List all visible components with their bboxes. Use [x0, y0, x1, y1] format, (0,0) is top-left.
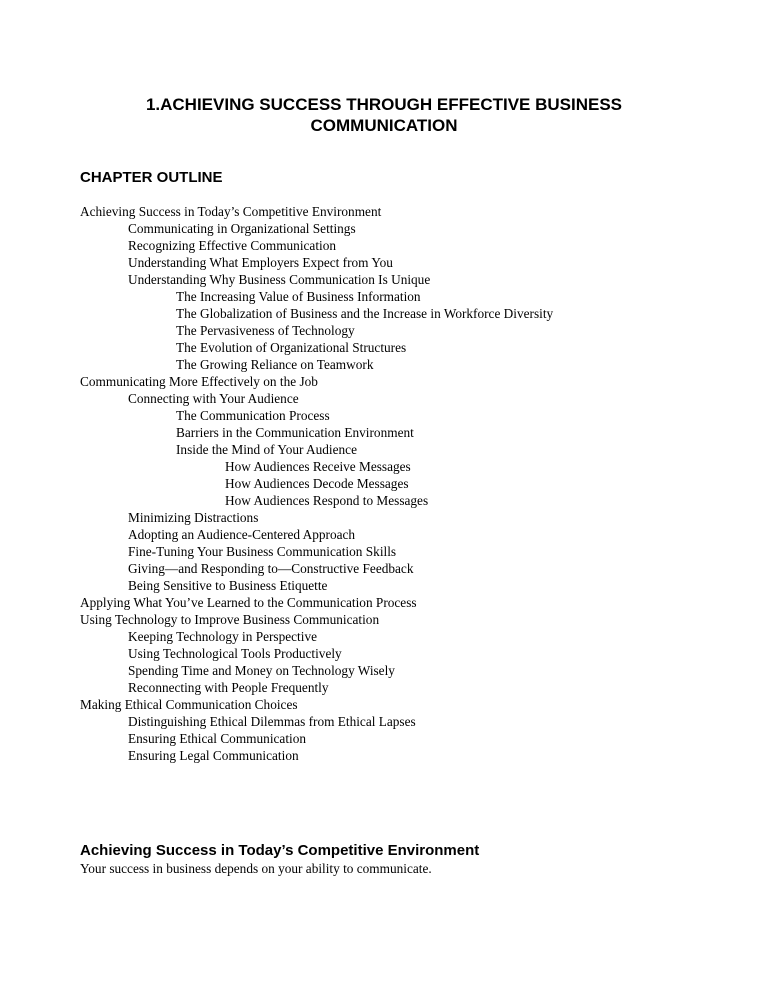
- outline-item: How Audiences Respond to Messages: [225, 493, 429, 508]
- outline-item: The Evolution of Organizational Structures: [176, 340, 407, 355]
- outline-item: How Audiences Decode Messages: [225, 476, 409, 491]
- outline-item: Applying What You’ve Learned to the Communication Process: [80, 595, 417, 610]
- outline-item: Recognizing Effective Communication: [128, 238, 337, 253]
- outline-item: Spending Time and Money on Technology Wisely: [128, 663, 395, 678]
- section-heading: Achieving Success in Today’s Competitive Environment: [80, 842, 480, 859]
- outline-item: Giving—and Responding to—Constructive Feedback: [128, 561, 414, 576]
- outline-item: Distinguishing Ethical Dilemmas from Ethical Lapses: [128, 714, 416, 729]
- outline-item: The Growing Reliance on Teamwork: [176, 357, 374, 372]
- outline-item: Inside the Mind of Your Audience: [176, 442, 357, 457]
- outline-item: Barriers in the Communication Environment: [176, 425, 414, 440]
- outline-heading: CHAPTER OUTLINE: [80, 169, 223, 186]
- outline-item: Communicating in Organizational Settings: [128, 221, 356, 236]
- outline-item: The Increasing Value of Business Information: [176, 289, 421, 304]
- outline-item: Adopting an Audience-Centered Approach: [128, 527, 356, 542]
- outline-item: The Communication Process: [176, 408, 330, 423]
- outline-item: Using Technology to Improve Business Communication: [80, 612, 380, 627]
- outline-item: Using Technological Tools Productively: [128, 646, 342, 661]
- chapter-title-line-2: COMMUNICATION: [310, 116, 458, 135]
- chapter-outline: [80, 203, 740, 764]
- chapter-title-line-1: 1.ACHIEVING SUCCESS THROUGH EFFECTIVE BUSINESS: [145, 95, 623, 114]
- chapter-title: [0, 94, 768, 136]
- section-paragraph: Your success in business depends on your ability to communicate.: [80, 861, 432, 876]
- outline-item: Keeping Technology in Perspective: [128, 629, 317, 644]
- outline-item: Fine-Tuning Your Business Communication Skills: [128, 544, 397, 559]
- outline-item: Communicating More Effectively on the Job: [80, 374, 318, 389]
- outline-item: Reconnecting with People Frequently: [128, 680, 329, 695]
- outline-item: Being Sensitive to Business Etiquette: [128, 578, 328, 593]
- outline-item: How Audiences Receive Messages: [225, 459, 411, 474]
- outline-item: Minimizing Distractions: [128, 510, 259, 525]
- outline-item: Achieving Success in Today’s Competitive Environment: [80, 204, 382, 219]
- outline-item: Ensuring Legal Communication: [128, 748, 299, 763]
- outline-item: Understanding What Employers Expect from You: [128, 255, 393, 270]
- outline-item: Making Ethical Communication Choices: [80, 697, 298, 712]
- outline-item: Connecting with Your Audience: [128, 391, 299, 406]
- outline-item: Understanding Why Business Communication Is Unique: [128, 272, 431, 287]
- outline-item: Ensuring Ethical Communication: [128, 731, 307, 746]
- outline-item: The Pervasiveness of Technology: [176, 323, 355, 338]
- outline-item: The Globalization of Business and the Increase in Workforce Diversity: [176, 306, 554, 321]
